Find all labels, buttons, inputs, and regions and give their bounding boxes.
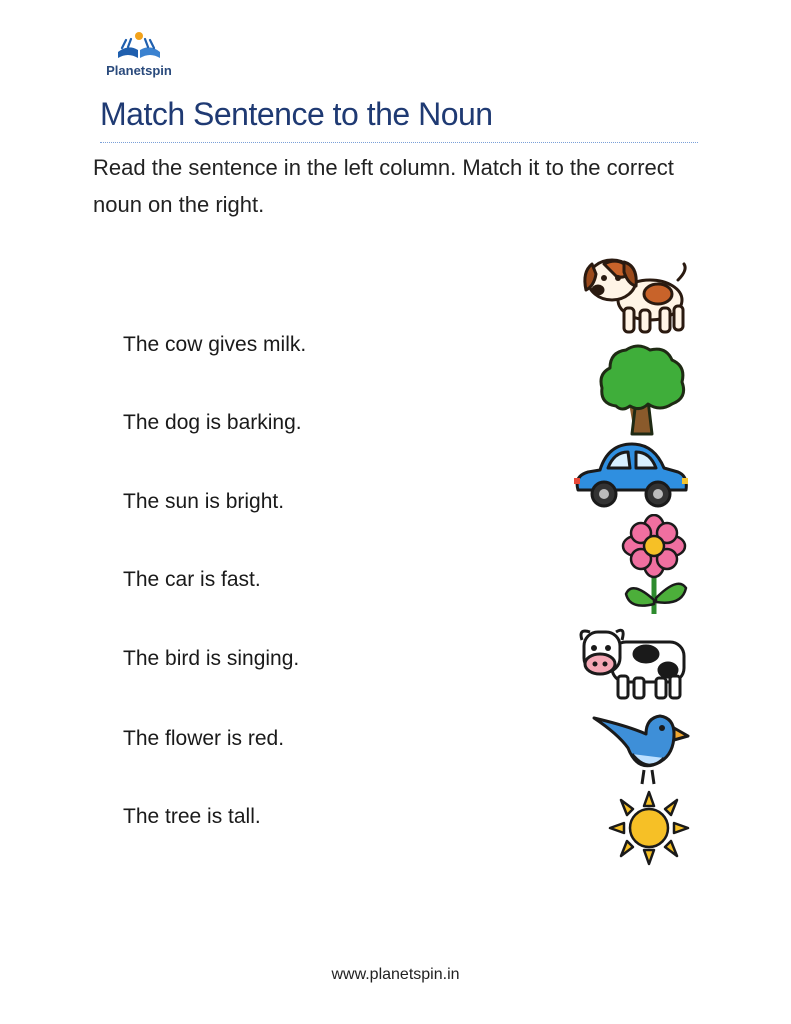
book-logo-icon: [114, 30, 164, 62]
footer-url: www.planetspin.in: [331, 966, 460, 983]
instruction-text: Read the sentence in the left column. Match it to the correct noun on the right.: [93, 155, 674, 217]
dog-icon: [580, 250, 690, 338]
planetspin-logo: [100, 30, 180, 82]
tree-icon: [596, 340, 690, 436]
sentence-7: The tree is tall.: [123, 805, 261, 828]
sentence-4: The car is fast.: [123, 568, 261, 591]
sentence-3: The sun is bright.: [123, 490, 285, 513]
sentence-6: The flower is red.: [123, 727, 285, 750]
cow-icon: [576, 620, 690, 704]
sentence-5: The bird is singing.: [123, 647, 300, 670]
page-title: Match Sentence to the Noun: [100, 96, 493, 132]
sentence-2: The dog is barking.: [123, 411, 302, 434]
bird-icon: [588, 704, 690, 790]
title-divider: [100, 142, 698, 143]
brand-name: Planetspin: [106, 63, 172, 78]
car-icon: [570, 436, 692, 514]
flower-icon: [612, 514, 692, 618]
sentence-1: The cow gives milk.: [123, 333, 307, 356]
sun-icon: [608, 790, 690, 866]
